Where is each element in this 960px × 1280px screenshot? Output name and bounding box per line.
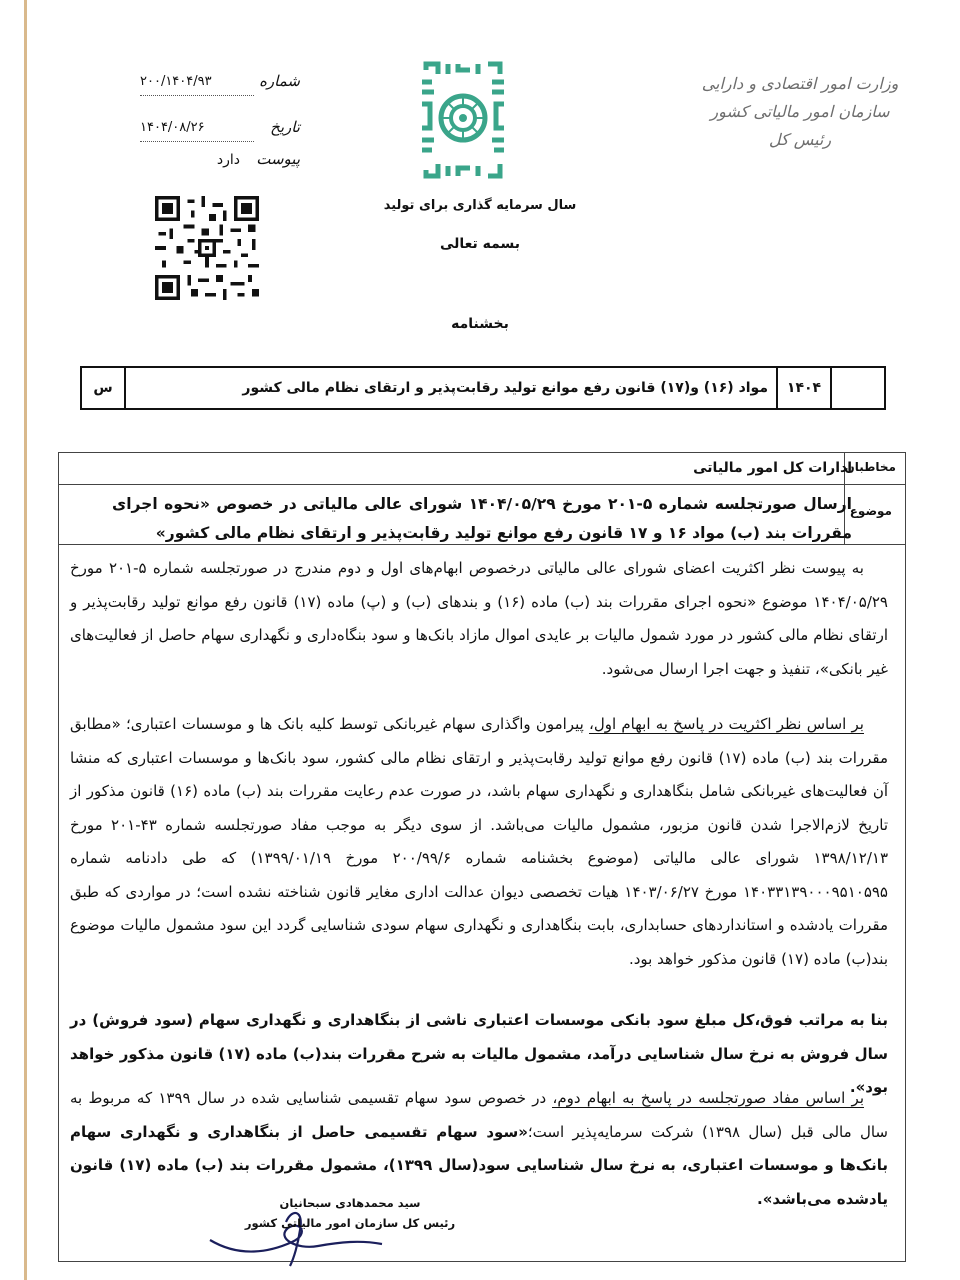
body-paragraph-4-conclusion: «سود سهام تقسیمی حاصل از بنگاهداری و نگهداری سهام بانک‌ها و موسسات اعتباری، به نرخ سال شناسایی سود(سال ۱۳۹۹)، مشمول مقررات بند (ب) ماده (۱۷) قانون یادشده می‌باشد». — [70, 1122, 888, 1208]
letter-attachment-field — [140, 150, 300, 180]
signatory-name: سید محمدهادی سبحانیان — [279, 1196, 421, 1210]
signatory-title: رئیس کل سازمان امور مالیاتی کشور — [244, 1216, 456, 1230]
body-paragraph-1: به پیوست نظر اکثریت اعضای شورای عالی مالیاتی درخصوص ابهام‌های اول و دوم مندرج در صورتجلسه شماره ۵-۲۰۱ مورخ ۱۴۰۴/۰۵/۲۹ موضوع «نحوه اجرای مقررات بند (ب) ماده (۱۶) و بندهای (ب) و (پ) ماده (۱۷) قانون رفع موانع تولید رقابت‌پذیر و ارتقای نظام مالی کشور در مورد شمول مالیات بر عایدی اموال مازاد بانک‌ها و سود بنگاه‌داری و نگهداری سهام حاصل از فعالیت‌های غیر بانکی»، تنفیذ و جهت اجرا ارسال می‌شود. — [70, 559, 888, 678]
letter-date-label: تاریخ — [270, 118, 300, 136]
code-cell-empty — [830, 368, 884, 408]
body-paragraph-2-intro: بر اساس نظر اکثریت در پاسخ به ابهام اول، — [589, 715, 864, 733]
tax-organization-logo-icon — [418, 60, 508, 180]
letter-attachment-value: دارد — [216, 152, 240, 168]
basmala: بسمه تعالی — [439, 236, 521, 252]
body-paragraph-4 — [70, 1082, 888, 1216]
recipients-value: ادارات کل امور مالیاتی — [693, 460, 852, 476]
code-cell-letter: س — [93, 380, 113, 396]
ministry-line-1: وزارت امور اقتصادی و دارایی — [701, 74, 899, 93]
letter-date-field — [140, 118, 300, 148]
subject-label: موضوع — [849, 504, 892, 518]
recipients-label: مخاطبان — [844, 460, 896, 474]
letter-number-label: شماره — [259, 72, 300, 90]
ministry-line-3: رئیس کل — [768, 130, 832, 149]
body-paragraph-4-intro: بر اساس مفاد صورتجلسه در پاسخ به ابهام دوم، — [552, 1089, 864, 1107]
qr-code-icon — [148, 196, 266, 300]
body-paragraph-4-text: در خصوص سود سهام تقسیمی شناسایی شده در سال ۱۳۹۹ که مربوط به سال مالی قبل (سال ۱۳۹۸) شرکت سرمایه‌پذیر است؛ — [70, 1089, 888, 1141]
letter-attachment-label: پیوست — [256, 150, 300, 168]
letter-number-value: ۲۰۰/۱۴۰۴/۹۳ — [140, 74, 212, 89]
body-paragraph-2 — [70, 708, 888, 976]
subject-value: ارسال صورتجلسه شماره ۵-۲۰۱ مورخ ۱۴۰۴/۰۵/۲۹ شورای عالی مالیاتی در خصوص «نحوه اجرای مقررات بند (ب) مواد ۱۶ و ۱۷ قانون رفع موانع تولید رقابت‌پذیر و ارتقای نظام مالی کشور» — [112, 495, 852, 542]
letter-number-field — [140, 72, 300, 102]
document-type-title: بخشنامه — [451, 316, 509, 332]
body-paragraph-2-text: پیرامون واگذاری سهام غیربانکی توسط کلیه بانک ها و موسسات اعتباری؛ «مطابق مقررات بند (ب) ماده (۱۷) قانون رفع موانع تولید رقابت‌پذیر و ارتقای نظام مالی کشور، سود بانک‌ها و موسسات اعتباری که منشا آن فعالیت‌های غیربانکی شامل بنگاهداری و نگهداری سهام باشد، در صورت عدم رعایت مقررات بند (ب) ماده (۱۶) قانون مذکور از تاریخ لازم‌الاجرا شدن قانون مزبور، مشمول مالیات می‌باشد. از سوی دیگر به موجب مفاد صورتجلسه شماره ۴۳-۲۰۱ مورخ ۱۳۹۸/۱۲/۱۳ شورای عالی مالیاتی (موضوع بخشنامه شماره ۲۰۰/۹۹/۶ مورخ ۱۳۹۹/۰۱/۱۹) که طی دادنامه شماره ۱۴۰۳۳۱۳۹۰۰۰۹۵۱۰۵۹۵ مورخ ۱۴۰۳/۰۶/۲۷ هیات تخصصی دیوان عدالت اداری مغایر قانون شناخته نشده است؛ در مواردی که طبق مقررات یادشده و استانداردهای حسابداری، بابت بنگاهداری و نگهداری سهام سودی شناسایی گردد این سود مشمول مالیات موضوع بند(ب) ماده (۱۷) قانون مذکور خواهد بود. — [70, 715, 889, 968]
body-paragraph-3: بنا به مراتب فوق،کل مبلغ سود بانکی موسسات اعتباری ناشی از بنگاهداری و نگهداری سهام (سود فروش) در سال فروش به نرخ سال شناسایی درآمد، مشمول مالیات به شرح مقررات بند(ب) ماده (۱۷) قانون مذکور خواهد بود». — [70, 1011, 889, 1096]
page-margin-line — [24, 0, 27, 1280]
circular-code-box — [80, 366, 886, 410]
code-cell-year: ۱۴۰۴ — [776, 368, 830, 408]
year-slogan: سال سرمایه گذاری برای تولید — [383, 198, 577, 213]
handwritten-signature-icon — [200, 1200, 390, 1270]
letter-date-value: ۱۴۰۴/۰۸/۲۶ — [140, 120, 205, 135]
ministry-header — [680, 70, 920, 154]
header-row-separator — [58, 484, 906, 485]
ministry-line-2: سازمان امور مالیاتی کشور — [710, 102, 890, 121]
code-cell-title: مواد (۱۶) و(۱۷) قانون رفع موانع تولید رقابت‌پذیر و ارتقای نظام مالی کشور — [124, 368, 776, 408]
